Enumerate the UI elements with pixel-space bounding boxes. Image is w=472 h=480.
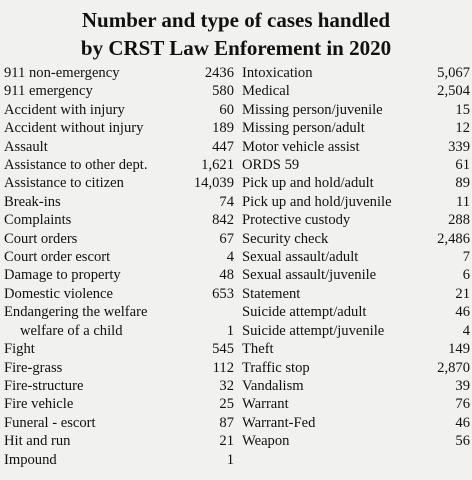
case-count: 48 <box>219 267 234 284</box>
case-type-label: Missing person/juvenile <box>242 101 383 118</box>
case-type-label: Weapon <box>242 433 290 450</box>
right-column <box>242 64 470 451</box>
case-count: 149 <box>448 341 470 358</box>
case-row <box>242 193 470 211</box>
case-type-label: Fight <box>4 341 35 358</box>
case-count: 2,504 <box>437 83 470 100</box>
case-count: 842 <box>212 212 234 229</box>
case-type-label: Warrant-Fed <box>242 414 316 431</box>
case-count: 76 <box>455 396 470 413</box>
case-row <box>242 174 470 192</box>
case-type-label: Motor vehicle assist <box>242 138 360 155</box>
case-type-label: Sexual assault/juvenile <box>242 267 377 284</box>
case-row <box>4 359 234 377</box>
case-type-label: Traffic stop <box>242 359 310 376</box>
case-type-label: Assistance to citizen <box>4 175 124 192</box>
case-row <box>242 414 470 432</box>
case-row <box>4 193 234 211</box>
case-count: 6 <box>462 267 470 284</box>
case-row <box>242 377 470 395</box>
case-type-label: Impound <box>4 451 57 468</box>
case-type-label: Intoxication <box>242 65 313 81</box>
case-row <box>4 119 234 137</box>
case-type-label: Assault <box>4 138 48 155</box>
case-type-label: Fire-grass <box>4 359 63 376</box>
case-count: 7 <box>462 249 470 266</box>
title-line-1: Number and type of cases handled <box>81 8 391 32</box>
case-type-label: ORDS 59 <box>242 157 300 174</box>
case-count: 2,870 <box>437 359 470 376</box>
page-title <box>0 6 472 62</box>
case-count: 339 <box>448 138 470 155</box>
case-count: 60 <box>219 101 234 118</box>
case-type-label: Protective custody <box>242 212 351 229</box>
case-type-label: Fire vehicle <box>4 396 74 413</box>
case-row <box>4 248 234 266</box>
case-count: 580 <box>212 83 234 100</box>
case-row <box>242 395 470 413</box>
case-count: 87 <box>219 414 234 431</box>
case-type-label: Hit and run <box>4 433 71 450</box>
case-type-label: Sexual assault/adult <box>242 249 359 266</box>
case-count: 2436 <box>204 65 234 81</box>
case-type-label: Suicide attempt/juvenile <box>242 322 385 339</box>
case-row <box>242 340 470 358</box>
case-type-label: Accident with injury <box>4 101 125 118</box>
case-type-label: Statement <box>242 285 301 302</box>
case-row <box>242 303 470 321</box>
case-type-label: Break-ins <box>4 193 61 210</box>
case-count: 61 <box>455 157 470 174</box>
case-count: 12 <box>455 120 470 137</box>
case-count: 545 <box>212 341 234 358</box>
case-row <box>242 266 470 284</box>
case-row <box>242 230 470 248</box>
case-count: 4 <box>462 322 470 339</box>
case-count: 288 <box>448 212 470 229</box>
case-row <box>4 138 234 156</box>
case-count: 89 <box>455 175 470 192</box>
case-row <box>242 211 470 229</box>
case-count: 25 <box>219 396 234 413</box>
case-count: 32 <box>219 377 234 394</box>
case-row <box>242 285 470 303</box>
title-line-2: by CRST Law Enforement in 2020 <box>80 36 392 60</box>
case-type-label: 911 emergency <box>4 83 93 100</box>
case-count: 1,621 <box>201 157 234 174</box>
case-type-label: Funeral - escort <box>4 414 96 431</box>
case-count: 11 <box>455 193 470 210</box>
case-row <box>4 451 234 469</box>
case-row <box>4 266 234 284</box>
case-row <box>242 138 470 156</box>
case-type-label: Damage to property <box>4 267 121 284</box>
case-count: 21 <box>455 285 470 302</box>
case-type-label: Warrant <box>242 396 289 413</box>
case-type-label: 911 non-emergency <box>4 65 120 81</box>
case-row <box>242 248 470 266</box>
case-count: 447 <box>212 138 234 155</box>
case-row <box>242 432 470 450</box>
case-type-label: Court orders <box>4 230 78 247</box>
case-row <box>4 303 234 340</box>
case-count: 112 <box>212 359 234 376</box>
case-row <box>4 64 234 82</box>
case-row <box>4 395 234 413</box>
case-count: 15 <box>455 101 470 118</box>
case-row <box>4 211 234 229</box>
case-row <box>4 340 234 358</box>
case-type-label: Security check <box>242 230 329 247</box>
case-type-label-continued: welfare of a child <box>20 322 123 339</box>
case-type-label: Pick up and hold/juvenile <box>242 193 392 210</box>
case-row <box>242 64 470 82</box>
case-count: 4 <box>226 249 234 266</box>
case-type-label: Court order escort <box>4 249 111 266</box>
case-type-label: Fire-structure <box>4 377 84 394</box>
case-row <box>4 414 234 432</box>
case-count: 189 <box>212 120 234 137</box>
case-type-label: Complaints <box>4 212 72 229</box>
case-row <box>242 82 470 100</box>
case-count: 74 <box>219 193 234 210</box>
case-count: 56 <box>455 433 470 450</box>
case-count: 2,486 <box>437 230 470 247</box>
case-count: 46 <box>455 304 470 321</box>
case-count: 39 <box>455 377 470 394</box>
case-count: 1 <box>226 322 234 339</box>
case-count: 14,039 <box>193 175 234 192</box>
case-row <box>242 156 470 174</box>
case-count: 46 <box>455 414 470 431</box>
case-row <box>4 156 234 174</box>
case-type-label: Endangering the welfare <box>4 304 148 321</box>
case-type-label: Domestic violence <box>4 285 114 302</box>
case-type-label: Missing person/adult <box>242 120 365 137</box>
case-row <box>242 359 470 377</box>
case-type-label: Medical <box>242 83 290 100</box>
case-type-label: Accident without injury <box>4 120 144 137</box>
case-count: 21 <box>219 433 234 450</box>
case-row <box>4 377 234 395</box>
case-count: 5,067 <box>437 65 470 81</box>
case-row <box>242 101 470 119</box>
case-type-label: Suicide attempt/adult <box>242 304 367 321</box>
case-row <box>4 174 234 192</box>
case-row <box>242 119 470 137</box>
case-row <box>4 432 234 450</box>
case-row <box>4 82 234 100</box>
case-type-label: Assistance to other dept. <box>4 157 148 174</box>
case-type-label: Theft <box>242 341 274 358</box>
case-type-label: Pick up and hold/adult <box>242 175 374 192</box>
case-row <box>4 101 234 119</box>
case-count: 1 <box>226 451 234 468</box>
case-row <box>4 285 234 303</box>
case-type-label: Vandalism <box>242 377 304 394</box>
case-row <box>242 322 470 340</box>
case-count: 67 <box>219 230 234 247</box>
case-count: 653 <box>212 285 234 302</box>
case-row <box>4 230 234 248</box>
left-column <box>4 64 234 469</box>
